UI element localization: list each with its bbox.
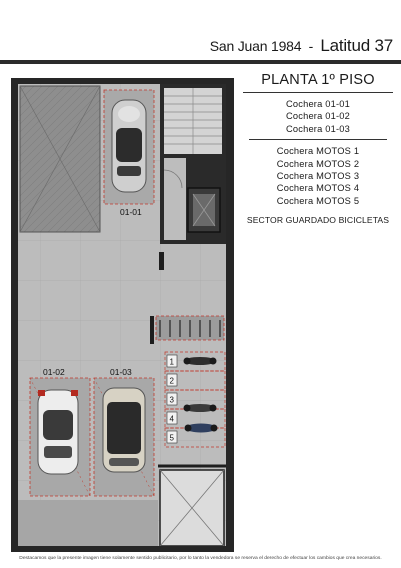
legend-item: Cochera MOTOS 2	[276, 158, 360, 169]
bike-sector-label: SECTOR GUARDADO BICICLETAS	[246, 215, 390, 226]
legend-item: Cochera MOTOS 1	[276, 146, 360, 157]
moto-label-3: 3	[169, 395, 174, 405]
legend-item: Cochera 01-02	[285, 111, 351, 122]
space-label-0103: 01-03	[110, 367, 132, 377]
title-separator: -	[308, 38, 314, 54]
motorcycle-icon	[184, 404, 217, 412]
car-space-list	[249, 93, 387, 140]
moto-label-1: 1	[169, 357, 174, 367]
column	[159, 252, 164, 270]
space-label-0102: 01-02	[43, 367, 65, 377]
moto-label-5: 5	[169, 433, 174, 443]
brand-name: Latitud 37	[320, 36, 393, 55]
legend-item: Cochera MOTOS 3	[276, 171, 360, 182]
legend-item: Cochera 01-03	[285, 123, 351, 134]
motorcycle-icon	[185, 424, 218, 433]
car-icon	[112, 100, 146, 192]
moto-label-2: 2	[169, 376, 174, 386]
page-title	[210, 36, 393, 56]
moto-space-list	[243, 140, 393, 211]
legend-item: Cochera 01-01	[285, 99, 351, 109]
space-label-0101: 01-01	[120, 207, 142, 217]
disclaimer-text: Destacamos que la presente imagen tiene solamente sentido publicitario, por lo tanto la vendedora se reserva el derecho de efectuar los cambios que crea necesarios.	[19, 556, 382, 561]
moto-label-4: 4	[169, 414, 174, 424]
car-icon	[103, 388, 145, 472]
header-divider	[0, 60, 401, 64]
legend-item: Cochera MOTOS 4	[276, 183, 360, 194]
car-icon	[38, 390, 78, 474]
legend-title: PLANTA 1º PISO	[243, 68, 393, 93]
legend-item: Cochera MOTOS 5	[276, 195, 360, 206]
address-text: San Juan 1984	[209, 38, 302, 54]
legend-panel	[243, 68, 393, 225]
motorcycle-icon	[184, 357, 217, 365]
